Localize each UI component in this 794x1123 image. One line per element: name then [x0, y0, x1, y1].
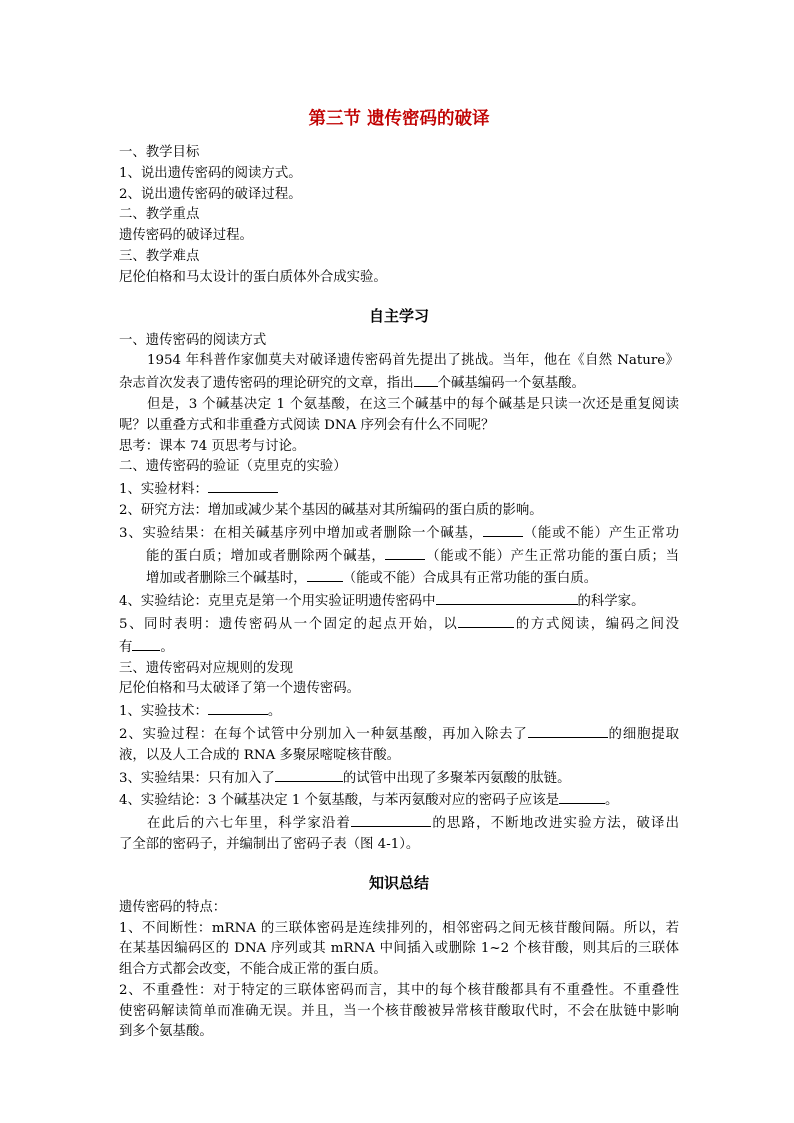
section-3-paragraph-a: 在此后的六七年里，科学家沿着 的思路，不断地改进实验方法，破译出 [119, 812, 679, 835]
fill-blank[interactable] [414, 372, 438, 387]
fill-blank[interactable] [483, 522, 523, 537]
fill-blank[interactable] [307, 567, 343, 582]
section-1-paragraph-1b: 杂志首次发表了遗传密码的理论研究的文章，指出 个碱基编码一个氨基酸。 [119, 372, 679, 395]
summary-point-1a: 1、不间断性：mRNA 的三联体密码是连续排列的，相邻密码之间无核苷酸间隔。所以，若 [119, 920, 679, 936]
section-1-think: 思考：课本 74 页思考与讨论。 [119, 438, 306, 454]
summary-heading: 知识总结 [368, 873, 429, 892]
section-2-item-5a: 5、同时表明：遗传密码从一个固定的起点开始，以 的方式阅读，编码之间没 [119, 613, 679, 636]
section-2-item-3a: 3、实验结果：在相关碱基序列中增加或者删除一个碱基， （能或不能）产生正常功 [119, 522, 679, 545]
key-points-heading: 二、教学重点 [119, 207, 200, 223]
fill-blank[interactable] [559, 789, 605, 804]
section-1-heading: 一、遗传密码的阅读方式 [119, 332, 267, 348]
fill-blank[interactable] [132, 636, 160, 651]
fill-blank[interactable] [275, 767, 343, 782]
section-2-item-3c: 增加或者删除三个碱基时， （能或不能）合成具有正常功能的蛋白质。 [119, 567, 679, 590]
section-2-item-5b: 有 。 [119, 636, 679, 659]
section-2-item-3b: 能的蛋白质；增加或者删除两个碱基， （能或不能）产生正常功能的蛋白质；当 [119, 545, 679, 568]
difficulty: 尼伦伯格和马太设计的蛋白质体外合成实验。 [119, 269, 387, 285]
summary-point-2a: 2、不重叠性：对于特定的三联体密码而言，其中的每个核苷酸都具有不重叠性。不重叠性 [119, 982, 679, 998]
section-2-heading: 二、遗传密码的验证（克里克的实验） [119, 459, 347, 475]
fill-blank[interactable] [385, 545, 425, 560]
summary-point-1c: 组合方式都会改变，不能合成正常的蛋白质。 [119, 962, 387, 978]
summary-intro: 遗传密码的特点： [119, 899, 227, 915]
difficulty-heading: 三、教学难点 [119, 248, 200, 264]
section-1-paragraph-2a: 但是，3 个碱基决定 1 个氨基酸，在这三个碱基中的每个碱基是只读一次还是重复阅读 [147, 396, 679, 412]
section-3-item-2b: 液，以及人工合成的 RNA 多聚尿嘧啶核苷酸。 [119, 747, 401, 763]
goals-heading: 一、教学目标 [119, 145, 200, 160]
fill-blank[interactable] [208, 478, 278, 493]
section-3-item-2a: 2、实验过程：在每个试管中分别加入一种氨基酸，再加入除去了 的细胞提取 [119, 723, 679, 746]
goal-2: 2、说出遗传密码的破译过程。 [119, 186, 302, 202]
summary-point-2b: 使密码解读简单而准确无误。并且，当一个核苷酸被异常核苷酸取代时，不会在肽链中影响 [119, 1003, 679, 1019]
section-3-item-4: 4、实验结论：3 个碱基决定 1 个氨基酸，与苯丙氨酸对应的密码子应该是 。 [119, 789, 679, 812]
fill-blank[interactable] [436, 590, 578, 605]
section-2-item-1: 1、实验材料： [119, 478, 679, 501]
section-3-paragraph-b: 了全部的密码子，并编制出了密码子表（图 4-1）。 [119, 836, 420, 852]
fill-blank[interactable] [351, 812, 431, 827]
section-1-paragraph-1a: 1954 年科普作家伽莫夫对破译遗传密码首先提出了挑战。当年，他在《自然 Nature》 [147, 353, 679, 369]
section-3-item-1: 1、实验技术： 。 [119, 700, 679, 723]
goal-1: 1、说出遗传密码的阅读方式。 [119, 165, 302, 181]
document-body [119, 107, 679, 1043]
key-point: 遗传密码的破译过程。 [119, 228, 253, 244]
section-3-heading: 三、遗传密码对应规则的发现 [119, 660, 294, 676]
fill-blank[interactable] [458, 613, 514, 628]
page-title: 第三节 遗传密码的破译 [308, 109, 490, 129]
section-2-item-2: 2、研究方法：增加或减少某个基因的碱基对其所编码的蛋白质的影响。 [119, 502, 543, 518]
self-study-heading: 自主学习 [368, 306, 429, 325]
summary-point-1b: 在某基因编码区的 DNA 序列或其 mRNA 中间插入或删除 1~2 个核苷酸，则其后的三联体 [119, 941, 679, 957]
summary-point-2c: 到多个氨基酸。 [119, 1024, 213, 1040]
section-1-paragraph-2b: 呢？以重叠方式和非重叠方式阅读 DNA 序列会有什么不同呢？ [119, 417, 495, 433]
section-3-item-3: 3、实验结果：只有加入了 的试管中出现了多聚苯丙氨酸的肽链。 [119, 767, 679, 790]
section-3-intro: 尼伦伯格和马太破译了第一个遗传密码。 [119, 681, 361, 697]
fill-blank[interactable] [528, 723, 608, 738]
section-2-item-4: 4、实验结论：克里克是第一个用实验证明遗传密码中 的科学家。 [119, 590, 679, 613]
fill-blank[interactable] [208, 700, 268, 715]
